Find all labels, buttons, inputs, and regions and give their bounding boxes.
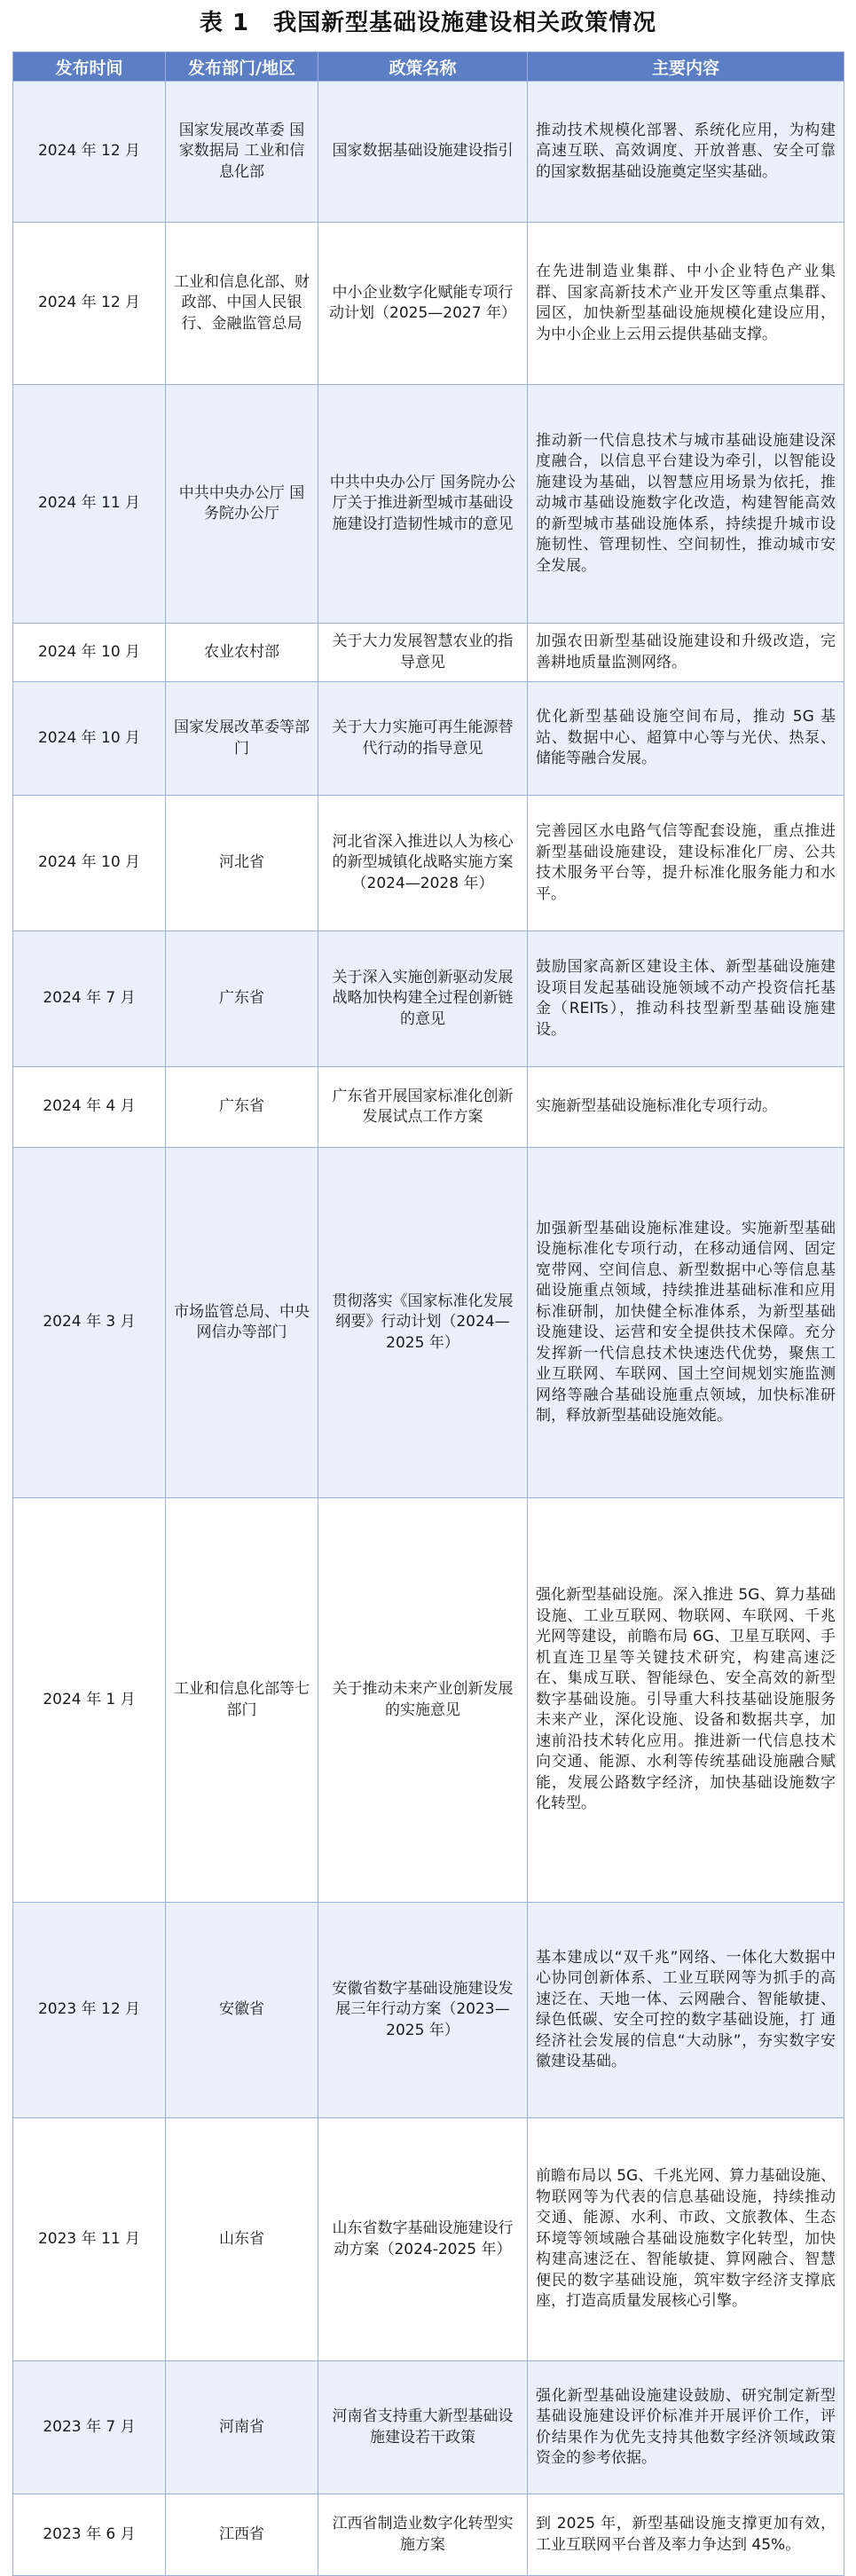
row-content: 基本建成以“双千兆”网络、一体化大数据中 心协同创新体系、工业互联网等为抓手的高速泛在、天地一体、云网融合、智能敏捷、绿色低碳、安全可控的数字基础设施，打 通经济社会发展的信息“大动脉”，夯实数字安徽建设基础。 — [528, 1903, 844, 2118]
row-policy-name: 中小企业数字化赋能专项行动计划（2025—2027 年） — [318, 223, 528, 385]
row-content: 强化新型基础设施建设鼓励、研究制定新型基础设施建设评价标准并开展评价工作，评价结果作为优先支持其他数字经济领域政策资金的参考依据。 — [528, 2361, 844, 2494]
row-policy-name: 贯彻落实《国家标准化发展纲要》行动计划（2024—2025 年） — [318, 1148, 528, 1498]
row-dept: 国家发展改革委等部门 — [166, 682, 318, 796]
table-row — [13, 223, 844, 385]
row-policy-name: 国家数据基础设施建设指引 — [318, 82, 528, 223]
row-content: 鼓励国家高新区建设主体、新型基础设施建设项目发起基础设施领域不动产投资信托基金（REITs），推动科技型新型基础设施建设。 — [528, 931, 844, 1067]
row-dept: 山东省 — [166, 2118, 318, 2361]
row-dept: 工业和信息化部等七部门 — [166, 1498, 318, 1903]
table-row — [13, 931, 844, 1067]
table-row — [13, 385, 844, 624]
header-name: 政策名称 — [318, 52, 528, 82]
row-content: 加强新型基础设施标准建设。实施新型基础设施标准化专项行动，在移动通信网、固定宽带网、空间信息、新型数据中心等信息基础设施重点领域，持续推进基础标准和应用标准研制，加快健全标准体系，为新型基础设施建设、运营和安全提供技术保障。充分发挥新一代信息技术快速迭代优势，聚焦工业互联网、车联网、国土空间规划实施监测网络等融合基础设施重点领域，加快标准研制，释放新型基础设施效能。 — [528, 1148, 844, 1498]
row-date: 2024 年 10 月 — [13, 682, 166, 796]
row-policy-name: 中共中央办公厅 国务院办公厅关于推进新型城市基础设施建设打造韧性城市的意见 — [318, 385, 528, 624]
row-dept: 中共中央办公厅 国务院办公厅 — [166, 385, 318, 624]
row-content: 前瞻布局以 5G、千兆光网、算力基础设施、物联网等为代表的信息基础设施，持续推动交通、能源、水利、市政、文旅教体、生态环境等领域融合基础设施数字化转型，加快构建高速泛在、智能敏捷、算网融合、智慧便民的数字基础设施，筑牢数字经济支撑底座，打造高质量发展核心引擎。 — [528, 2118, 844, 2361]
table-title: 表 1 我国新型基础设施建设相关政策情况 — [199, 10, 657, 36]
table-row — [13, 2118, 844, 2361]
table-header-row — [13, 52, 844, 82]
table-row — [13, 2494, 844, 2576]
row-dept: 国家发展改革委 国家数据局 工业和信息化部 — [166, 82, 318, 223]
row-policy-name: 安徽省数字基础设施建设发展三年行动方案（2023—2025 年） — [318, 1903, 528, 2118]
row-dept: 河南省 — [166, 2361, 318, 2494]
row-content: 实施新型基础设施标准化专项行动。 — [528, 1067, 844, 1148]
row-dept: 农业农村部 — [166, 624, 318, 682]
row-dept: 江西省 — [166, 2494, 318, 2576]
header-dept: 发布部门/地区 — [166, 52, 318, 82]
row-date: 2024 年 3 月 — [13, 1148, 166, 1498]
policy-table — [12, 51, 844, 2576]
row-date: 2024 年 1 月 — [13, 1498, 166, 1903]
row-dept: 广东省 — [166, 1067, 318, 1148]
row-date: 2024 年 10 月 — [13, 796, 166, 931]
table-row — [13, 1498, 844, 1903]
table-row — [13, 1148, 844, 1498]
row-policy-name: 广东省开展国家标准化创新发展试点工作方案 — [318, 1067, 528, 1148]
row-policy-name: 山东省数字基础设施建设行动方案（2024-2025 年） — [318, 2118, 528, 2361]
row-content: 推动技术规模化部署、系统化应用，为构建高速互联、高效调度、开放普惠、安全可靠的国家数据基础设施奠定坚实基础。 — [528, 82, 844, 223]
row-content: 到 2025 年，新型基础设施支撑更加有效，工业互联网平台普及率力争达到 45%。 — [528, 2494, 844, 2576]
row-date: 2023 年 7 月 — [13, 2361, 166, 2494]
row-content: 优化新型基础设施空间布局，推动 5G 基站、数据中心、超算中心等与光伏、热泵、储能等融合发展。 — [528, 682, 844, 796]
row-dept: 河北省 — [166, 796, 318, 931]
row-dept: 工业和信息化部、财政部、中国人民银行、金融监管总局 — [166, 223, 318, 385]
row-date: 2023 年 12 月 — [13, 1903, 166, 2118]
row-policy-name: 关于深入实施创新驱动发展战略加快构建全过程创新链的意见 — [318, 931, 528, 1067]
row-content: 推动新一代信息技术与城市基础设施建设深度融合，以信息平台建设为牵引，以智能设施建设为基础，以智慧应用场景为依托，推动城市基础设施数字化改造，构建智能高效的新型城市基础设施体系，持续提升城市设施韧性、管理韧性、空间韧性，推动城市安全发展。 — [528, 385, 844, 624]
table-row — [13, 624, 844, 682]
row-date: 2024 年 10 月 — [13, 624, 166, 682]
table-row — [13, 2361, 844, 2494]
row-content: 加强农田新型基础设施建设和升级改造，完善耕地质量监测网络。 — [528, 624, 844, 682]
table-row — [13, 1067, 844, 1148]
table-row — [13, 682, 844, 796]
row-date: 2023 年 11 月 — [13, 2118, 166, 2361]
row-content: 强化新型基础设施。深入推进 5G、算力基础设施、工业互联网、物联网、车联网、千兆光网等建设，前瞻布局 6G、卫星互联网、手机直连卫星等关键技术研究，构建高速泛在、集成互联、智能绿色、安全高效的新型数字基础设施。引导重大科技基础设施服务未来产业，深化设施、设备和数据共享，加速前沿技术转化应用。推进新一代信息技术向交通、能源、水利等传统基础设施融合赋能，发展公路数字经济，加快基础设施数字化转型。 — [528, 1498, 844, 1903]
row-date: 2024 年 11 月 — [13, 385, 166, 624]
row-policy-name: 关于推动未来产业创新发展的实施意见 — [318, 1498, 528, 1903]
row-dept: 安徽省 — [166, 1903, 318, 2118]
row-content: 完善园区水电路气信等配套设施，重点推进新型基础设施建设，建设标准化厂房、公共技术服务平台等，提升标准化服务能力和水平。 — [528, 796, 844, 931]
row-policy-name: 关于大力发展智慧农业的指导意见 — [318, 624, 528, 682]
table-row — [13, 1903, 844, 2118]
row-date: 2024 年 4 月 — [13, 1067, 166, 1148]
row-date: 2024 年 12 月 — [13, 82, 166, 223]
row-date: 2024 年 7 月 — [13, 931, 166, 1067]
row-date: 2023 年 6 月 — [13, 2494, 166, 2576]
table-row — [13, 82, 844, 223]
header-date: 发布时间 — [13, 52, 166, 82]
table-row — [13, 796, 844, 931]
row-policy-name: 关于大力实施可再生能源替代行动的指导意见 — [318, 682, 528, 796]
row-policy-name: 江西省制造业数字化转型实施方案 — [318, 2494, 528, 2576]
row-policy-name: 河南省支持重大新型基础设施建设若干政策 — [318, 2361, 528, 2494]
row-date: 2024 年 12 月 — [13, 223, 166, 385]
row-content: 在先进制造业集群、中小企业特色产业集群、国家高新技术产业开发区等重点集群、园区，加快新型基础设施规模化建设应用，为中小企业上云用云提供基础支撑。 — [528, 223, 844, 385]
row-dept: 广东省 — [166, 931, 318, 1067]
row-dept: 市场监管总局、中央网信办等部门 — [166, 1148, 318, 1498]
header-content: 主要内容 — [528, 52, 844, 82]
row-policy-name: 河北省深入推进以人为核心的新型城镇化战略实施方案（2024—2028 年） — [318, 796, 528, 931]
